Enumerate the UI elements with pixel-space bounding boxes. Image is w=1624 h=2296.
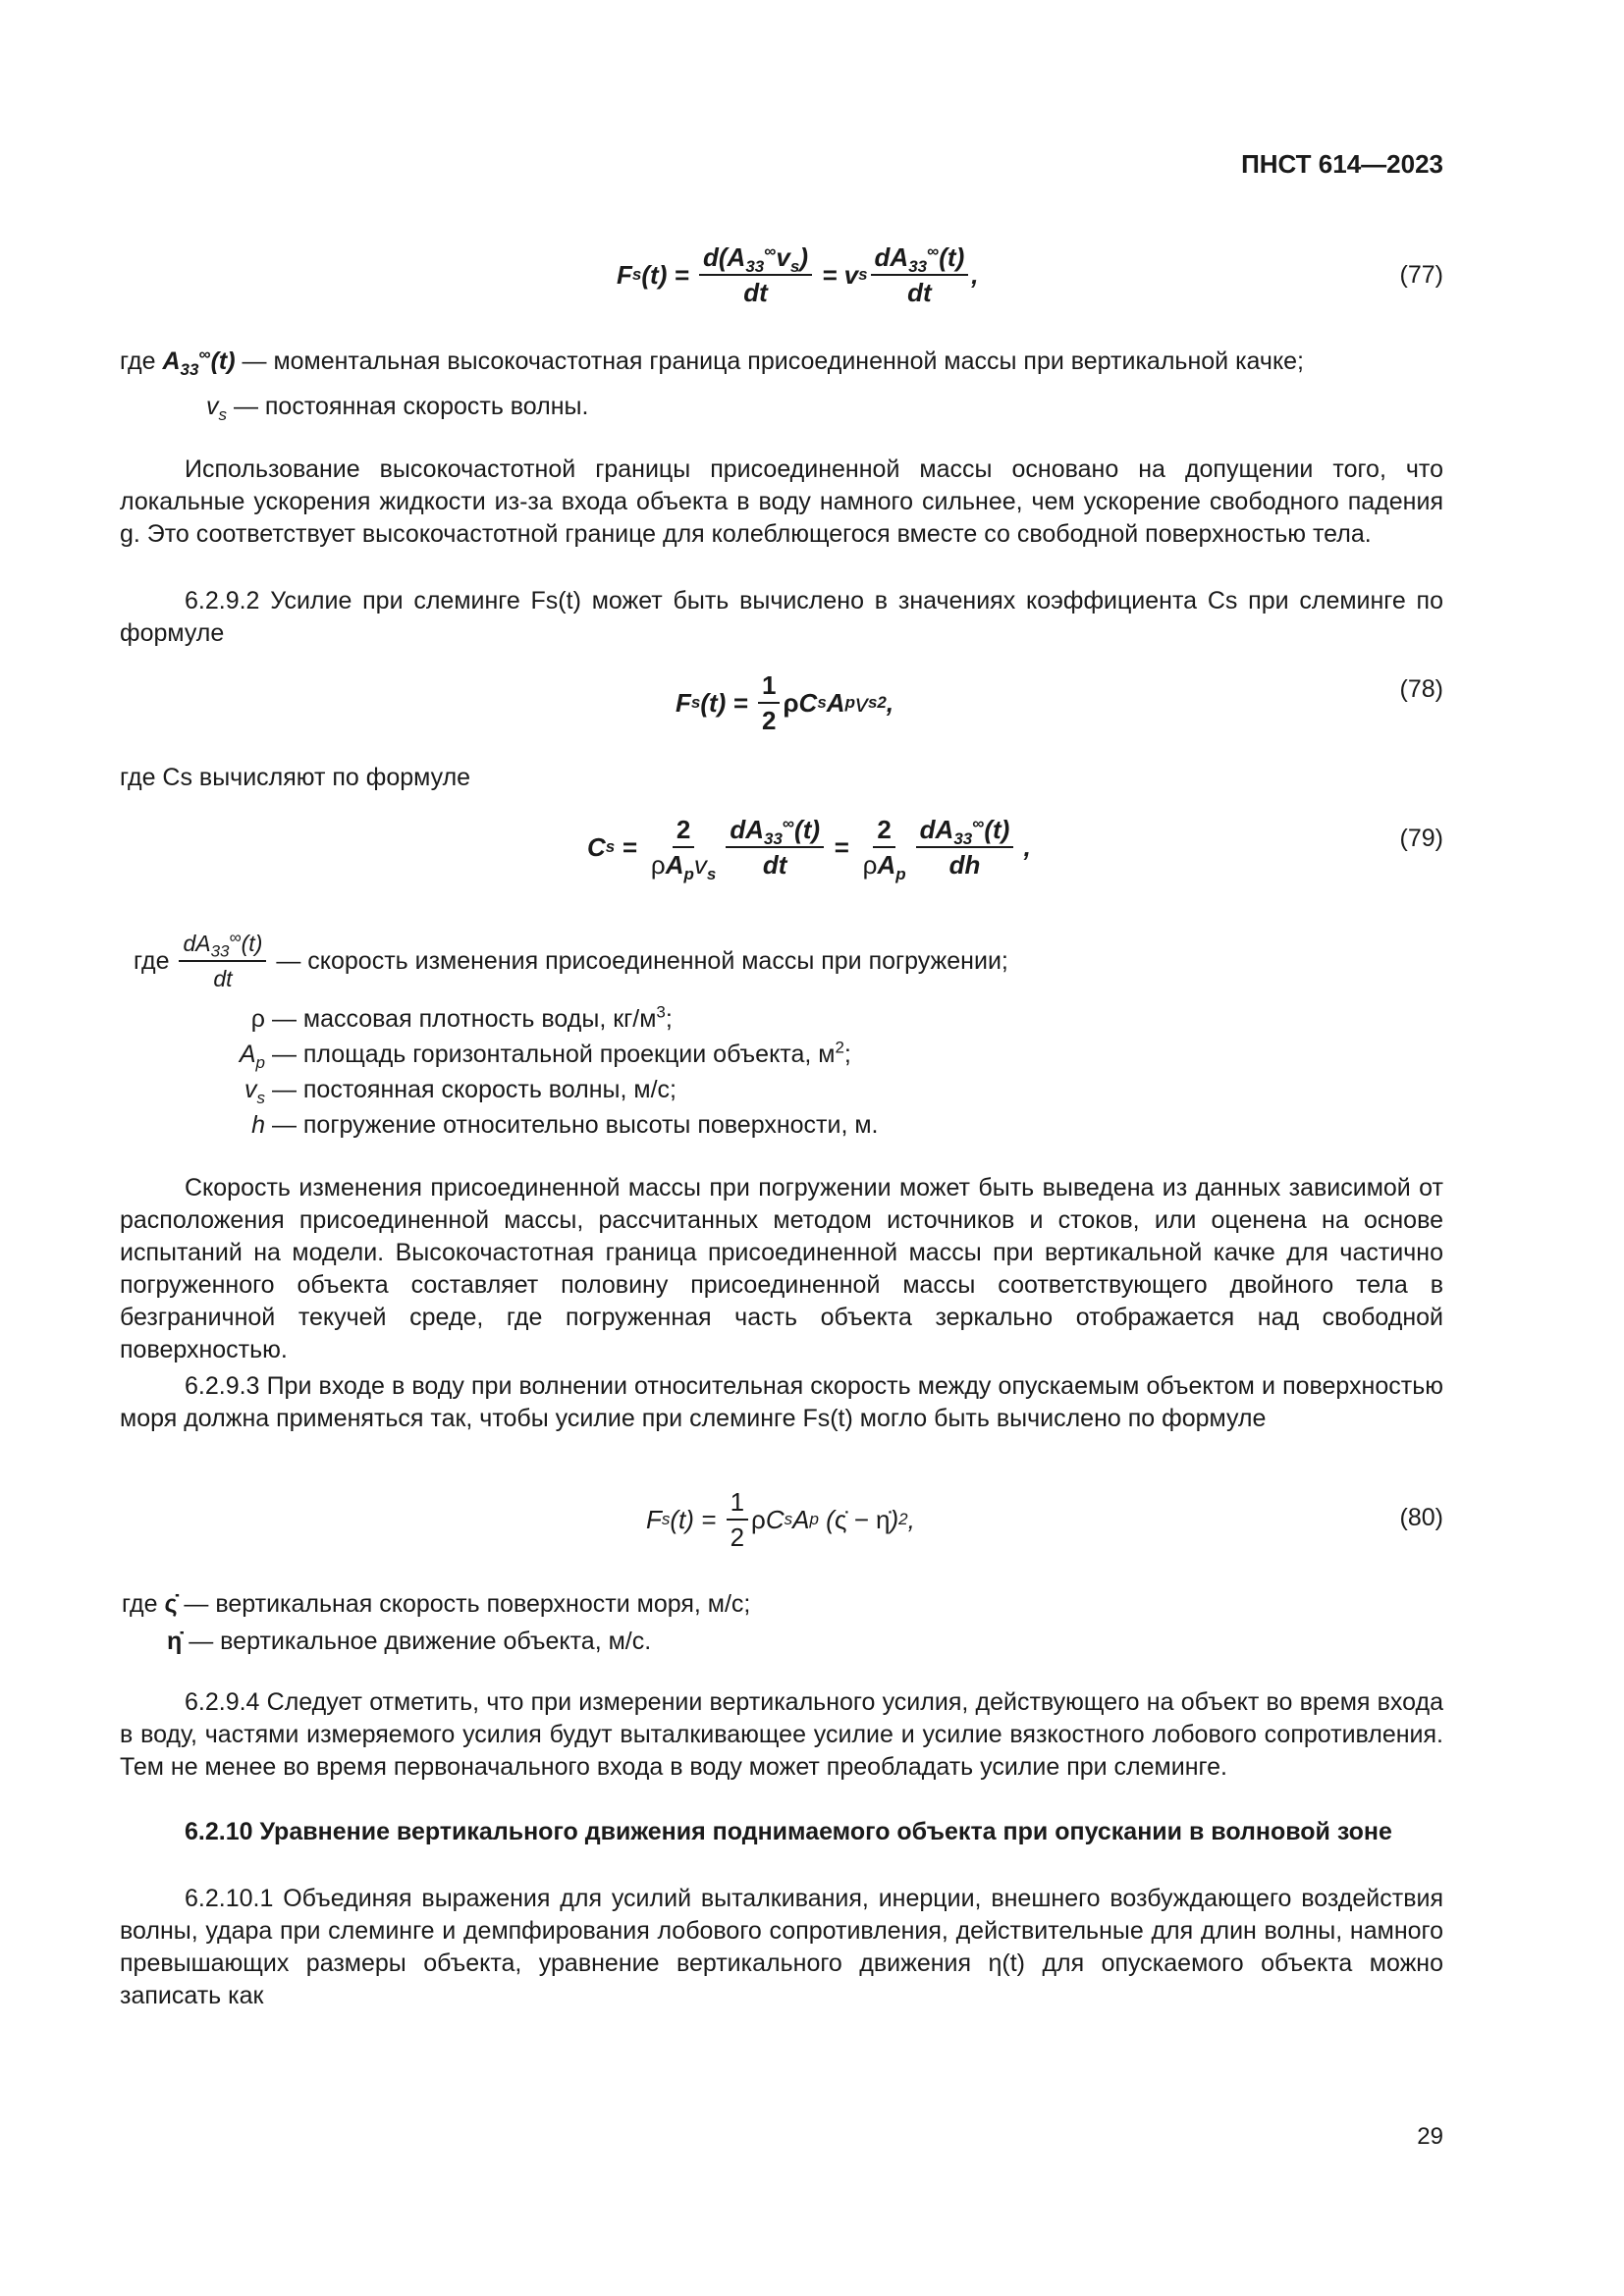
paragraph: 6.2.9.4 Следует отметить, что при измерении вертикального усилия, действующего на объект во время входа в воду, частями измеряемого усилия будут выталкивающее усилие и усилие вязкостного лобового сопротивления. Тем не менее во время первоначального входа в воду может преобладать усилие при слеминге. [120,1688,1443,1781]
definition-text: — скорость изменения присоединенной массы при погружении; [276,946,1008,975]
definition-row [226,1074,677,1106]
definition-text: — вертикальное движение объекта, м/с. [189,1628,652,1655]
formula-77: F s ( t ) = $\frac{d(A_{33}^\infty v_s)}{dt}$ = v s $\frac{dA_{33}^\infty(t)}{dt}$ , [617,241,979,307]
definition-row [206,391,588,423]
where-prefix: где [120,347,156,375]
paragraph: 6.2.9.3 При входе в воду при волнении относительная скорость между опускаемым объектом и поверхностью моря должна применяться так, чтобы усилие при слеминге Fs(t) могло быть вычислено по формуле [120,1372,1443,1432]
formula-79: C s = $\frac{2}{\rho A_pv_s}$ $\frac{dA_{33}^\infty(t)}{dt}$ = $\frac{2}{\rho A_p}$ $\frac{dA_{33}^\infty(t)}{dh}$ , [587,814,1031,884]
where-prefix: где [134,946,170,975]
symbol-ap: $A_p$ [239,1041,265,1072]
paragraph: Скорость изменения присоединенной массы при погружении может быть выведена из данных зависимой от расположения присоединенной массы, рассчитанных методом источников и стоков, или оценена на основе испытаний на модели. Высокочастотная граница присоединенной массы при вертикальной качке для частично погруженного объекта составляет половину присоединенной массы соответствующего двойного тела в безграничной текучей среде, где погруженная часть объекта зеркально отображается над свободной поверхностью. [120,1174,1443,1363]
section-heading: 6.2.10 Уравнение вертикального движения поднимаемого объекта при опускании в волновой зоне [185,1818,1392,1845]
paragraph: Использование высокочастотной границы присоединенной массы основано на допущении того, что локальные ускорения жидкости из-за входа объекта в воду намного сильнее, чем ускорение свободного падения g. Это соответствует высокочастотной границе для колеблющегося вместе со свободной поверхностью тела. [120,455,1443,548]
definition-row [167,1626,651,1658]
equation-number-79: (79) [1399,825,1443,852]
symbol-h: h [251,1111,265,1139]
symbol-eta-dot: η̇ [167,1628,183,1655]
symbol-vs: $v_s$ [244,1076,265,1107]
definition-text: — площадь горизонтальной проекции объекта, $м^2$; [271,1038,851,1068]
paragraph: 6.2.9.2 Усилие при слеминге Fs(t) может быть вычислено в значениях коэффициента Cs при слеминге по формуле [120,587,1443,647]
symbol-dA33-dt: $\frac{dA_{33}^\infty(t)}{dt}$ [176,929,269,993]
definition-row [226,1109,878,1142]
formula-78: F s (t) = $\frac{1}{2}$ ρ C s A p v s 2 , [676,670,894,735]
definition-row [122,1588,750,1621]
definition-text: — погружение относительно высоты поверхности, м. [271,1111,879,1139]
page-number: 29 [1417,2123,1443,2150]
definition-text: — постоянная скорость волны. [233,393,589,420]
definition-text: — массовая плотность воды, $кг/м^3$; [271,1002,673,1033]
where-cs-line: где Cs вычисляют по формуле [120,764,471,791]
definition-row [226,1039,851,1071]
where-prefix: где [122,1590,158,1618]
symbol-vs: $v_s$ [206,393,227,424]
equation-number-77: (77) [1399,261,1443,289]
document-code: ПНСТ 614—2023 [1241,149,1443,179]
symbol-a33-inf: $A_{33}^\infty(t)$ [162,345,236,379]
paragraph: 6.2.10.1 Объединяя выражения для усилий выталкивания, инерции, внешнего возбуждающего воздействия волны, удара при слеминге и демпфирования лобового сопротивления, действительные для длин волны, намного превышающих размеры объекта, уравнение вертикального движения η(t) для опускаемого объекта можно записать как [120,1885,1443,2009]
definition-text: — вертикальная скорость поверхности моря, м/с; [184,1590,751,1618]
definition-text: — моментальная высокочастотная граница присоединенной массы при вертикальной качке; [242,347,1305,375]
equation-number-80: (80) [1399,1504,1443,1531]
formula-80: F s (t) = $\frac{1}{2}$ ρ C s A p ( ς̇ − η̇ ) 2 , [646,1487,915,1552]
symbol-zeta-dot: ς̇ [164,1590,178,1618]
definition-row [134,929,1008,993]
definition-text: — постоянная скорость волны, м/с; [271,1076,677,1103]
definition-row [120,346,1304,378]
equation-number-78: (78) [1399,675,1443,703]
symbol-rho: ρ [250,1005,265,1033]
definition-row [226,1003,673,1036]
